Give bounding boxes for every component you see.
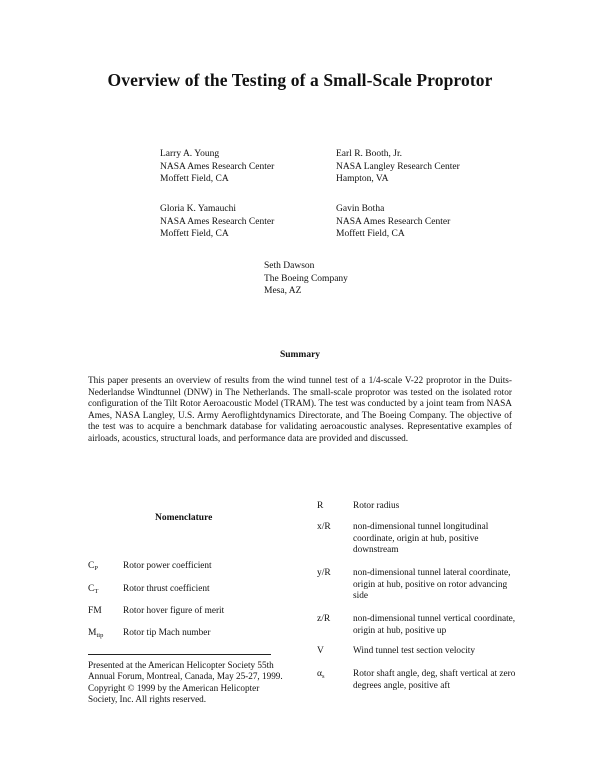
- author-name: Gavin Botha: [336, 204, 385, 214]
- author-block: [336, 148, 460, 186]
- author-location: Moffett Field, CA: [160, 174, 229, 184]
- nomenclature-symbol: $C_T$: [88, 584, 99, 595]
- nomenclature-definition: Rotor power coefficient: [123, 561, 212, 571]
- author-name: Gloria K. Yamauchi: [160, 204, 236, 214]
- summary-text: This paper presents an overview of results from the wind tunnel test of a 1/4-scale V-22 proprotor in the Duits-Nederlandse Windtunnel (DNW) in The Netherlands. The small-scale proprotor was tested on the isolated rotor configuration of the Tilt Rotor Aeroacoustic Model (TRAM). The test was conducted by a joint team from NASA Ames, NASA Langley, U.S. Army Aeroflightdynamics Directorate, and The Boeing Company. The objective of the test was to acquire a benchmark database for validating aeroacoustic analyses. Representative examples of airloads, acoustics, structural loads, and performance data are provided and discussed.: [88, 376, 512, 444]
- author-location: Moffett Field, CA: [336, 229, 405, 239]
- author-org: NASA Ames Research Center: [160, 161, 275, 172]
- author-block: [264, 260, 348, 298]
- nomenclature-symbol: R: [317, 501, 324, 511]
- summary-heading: Summary: [279, 350, 321, 360]
- author-org: NASA Ames Research Center: [336, 216, 451, 227]
- nomenclature-definition: non-dimensional tunnel vertical coordinate, origin at hub, positive up: [353, 614, 516, 636]
- nomenclature-definition: Rotor radius: [353, 501, 400, 511]
- nomenclature-definition: Rotor tip Mach number: [123, 628, 211, 638]
- nomenclature-definition: Rotor hover figure of merit: [123, 606, 225, 616]
- author-name: Larry A. Young: [160, 149, 220, 159]
- nomenclature-definition: Wind tunnel test section velocity: [353, 646, 476, 656]
- footnote: Presented at the American Helicopter Society 55th Annual Forum, Montreal, Canada, May 25-27, 1999. Copyright © 1999 by the American Helicopter Society, Inc. All rights reserved.: [88, 660, 283, 704]
- author-name: Seth Dawson: [264, 261, 315, 271]
- nomenclature-symbol: $\alpha_s$: [317, 669, 325, 680]
- author-block: [160, 203, 274, 241]
- nomenclature-symbol: z/R: [317, 614, 331, 624]
- author-location: Mesa, AZ: [264, 286, 302, 296]
- nomenclature-definition: Rotor thrust coefficient: [123, 584, 210, 594]
- nomenclature-definition: non-dimensional tunnel longitudinal coordinate, origin at hub, positive downstream: [353, 522, 489, 556]
- nomenclature-symbol: y/R: [317, 568, 331, 578]
- nomenclature-symbol: x/R: [317, 522, 331, 532]
- nomenclature-symbol: $M_{tip}$: [88, 628, 104, 639]
- author-block: [336, 203, 450, 241]
- author-name: Earl R. Booth, Jr.: [336, 149, 402, 159]
- nomenclature-symbol: V: [317, 646, 324, 656]
- nomenclature-heading: Nomenclature: [155, 513, 213, 523]
- author-location: Hampton, VA: [336, 174, 389, 184]
- nomenclature-definition: Rotor shaft angle, deg, shaft vertical at zero degrees angle, positive aft: [353, 669, 516, 691]
- nomenclature-definition: non-dimensional tunnel lateral coordinate, origin at hub, positive on rotor advancing side: [353, 568, 511, 602]
- nomenclature-symbol: $C_P$: [88, 561, 98, 572]
- author-location: Moffett Field, CA: [160, 229, 229, 239]
- author-block: [160, 148, 274, 186]
- footnote-rule: [88, 654, 271, 655]
- author-org: The Boeing Company: [264, 273, 348, 284]
- author-org: NASA Langley Research Center: [336, 161, 460, 172]
- nomenclature-symbol: FM: [88, 606, 102, 616]
- author-org: NASA Ames Research Center: [160, 216, 275, 227]
- paper-title: Overview of the Testing of a Small-Scale Proprotor: [107, 70, 493, 90]
